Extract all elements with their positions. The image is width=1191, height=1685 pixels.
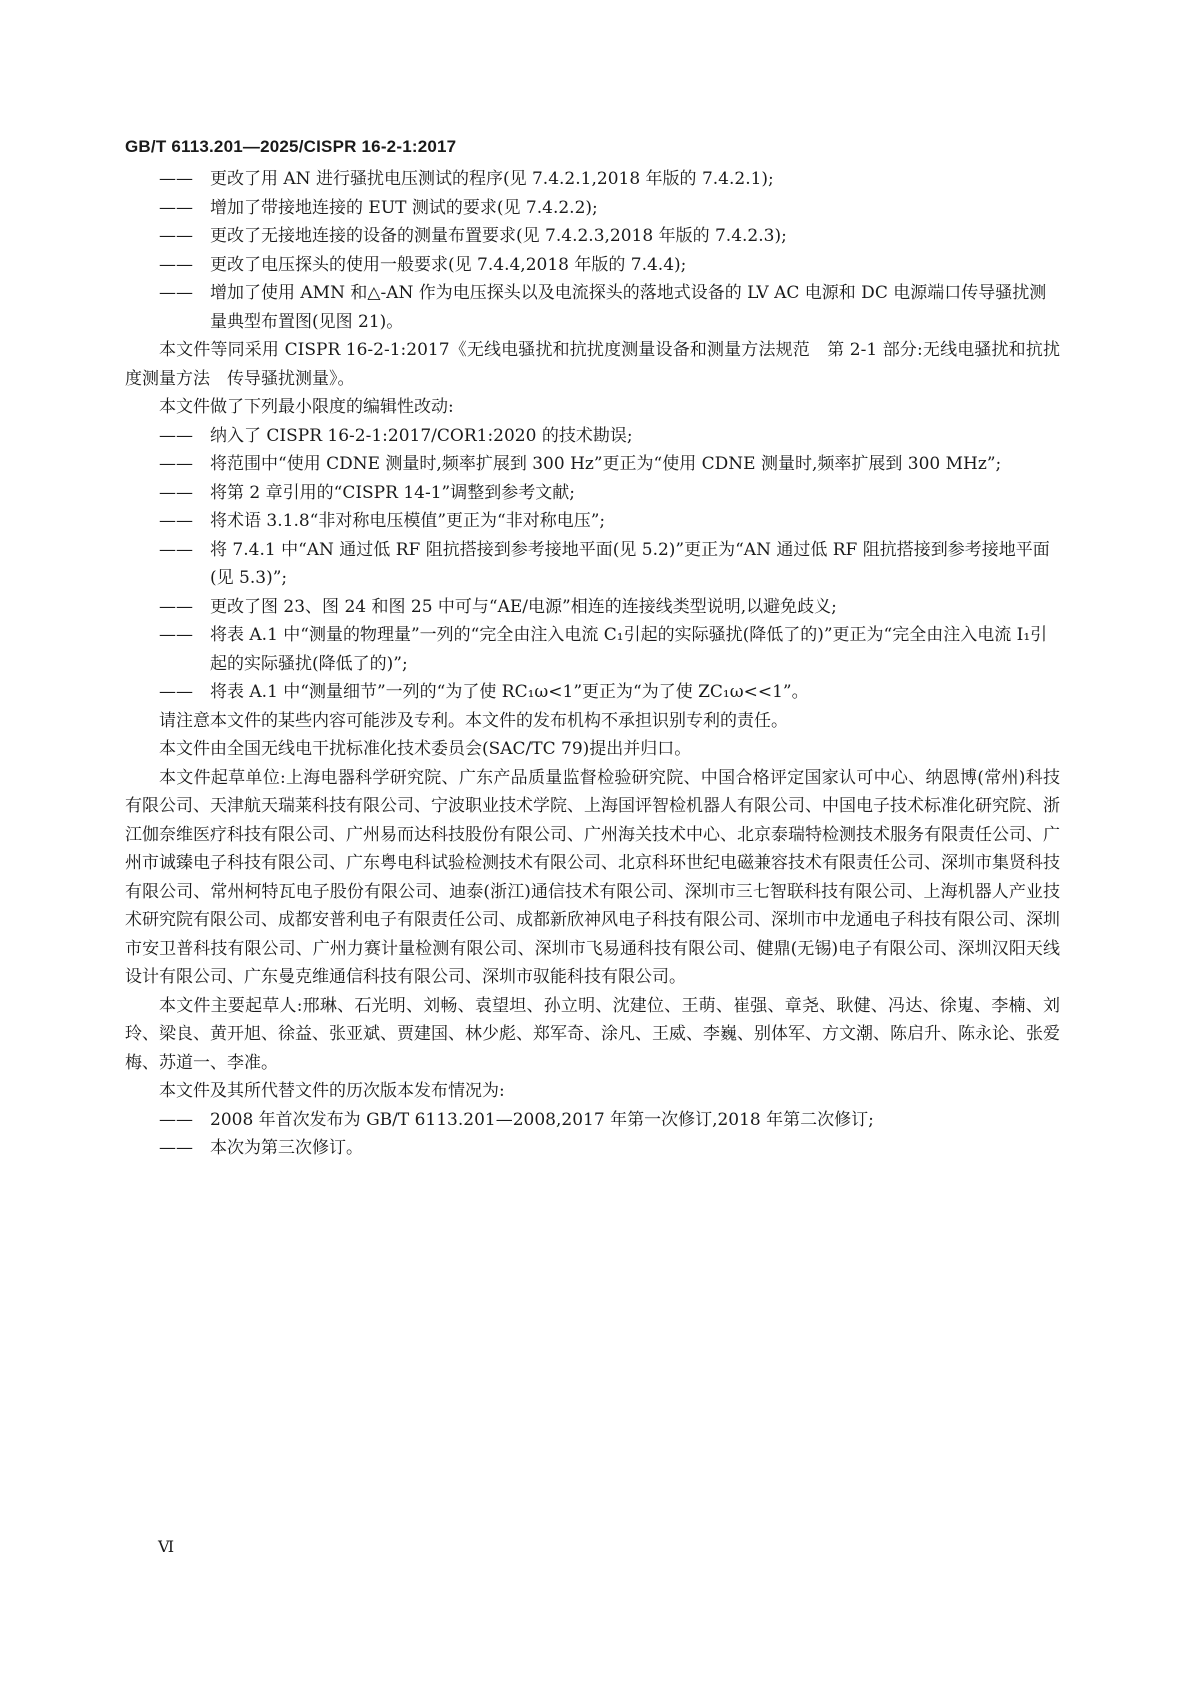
dash-marker: —— bbox=[159, 682, 193, 702]
dash-marker: —— bbox=[159, 197, 193, 218]
dash-marker: —— bbox=[159, 425, 193, 446]
document-header: GB/T 6113.201—2025/CISPR 16-2-1:2017 bbox=[125, 137, 457, 156]
committee-paragraph: 本文件由全国无线电干扰标准化技术委员会(SAC/TC 79)提出并归口。 bbox=[159, 739, 692, 759]
dash-marker: —— bbox=[159, 454, 193, 474]
dash-marker: —— bbox=[159, 625, 193, 645]
dash-marker: —— bbox=[159, 283, 193, 303]
list-item bbox=[125, 479, 1060, 508]
edits-list bbox=[125, 422, 1060, 707]
dash-marker: —— bbox=[159, 596, 193, 617]
list-item-text: 将表 A.1 中“测量细节”一列的“为了使 RC₁ω<1”更正为“为了使 ZC₁ω<<1”。 bbox=[210, 682, 809, 702]
list-item-text: 2008 年首次发布为 GB/T 6113.201—2008,2017 年第一次修订,2018 年第二次修订; bbox=[210, 1109, 874, 1130]
list-item-text: 更改了用 AN 进行骚扰电压测试的程序(见 7.4.2.1,2018 年版的 7.4.2.1); bbox=[210, 169, 774, 189]
list-item bbox=[125, 593, 1060, 622]
history-paragraph: 本文件及其所代替文件的历次版本发布情况为: bbox=[159, 1081, 505, 1101]
list-item bbox=[125, 507, 1060, 536]
dash-marker: —— bbox=[159, 169, 193, 189]
dash-marker: —— bbox=[159, 1138, 193, 1158]
list-item bbox=[125, 222, 1060, 251]
list-item-text: 将术语 3.1.8“非对称电压模值”更正为“非对称电压”; bbox=[210, 511, 606, 531]
dash-marker: —— bbox=[159, 539, 193, 560]
list-item-text: 本次为第三次修订。 bbox=[210, 1138, 363, 1158]
dash-marker: —— bbox=[159, 226, 193, 246]
list-item-text: 纳入了 CISPR 16-2-1:2017/COR1:2020 的技术勘误; bbox=[210, 425, 633, 446]
drafters-paragraph: 本文件主要起草人:邢琳、石光明、刘畅、袁望坦、孙立明、沈建位、王萌、崔强、章尧、耿健、冯达、徐嵬、李楠、刘玲、梁良、黄开旭、徐益、张亚斌、贾建国、林少彪、郑军奇、涂凡、王威、李巍、别体军、方文潮、陈启升、陈永论、张爱梅、苏道一、李准。 bbox=[125, 995, 1060, 1073]
list-item-text: 增加了使用 AMN 和△-AN 作为电压探头以及电流探头的落地式设备的 LV AC 电源和 DC 电源端口传导骚扰测量典型布置图(见图 21)。 bbox=[210, 283, 1047, 332]
list-item bbox=[125, 279, 1060, 336]
list-item bbox=[125, 621, 1060, 678]
list-item bbox=[125, 678, 1060, 707]
change-list bbox=[125, 165, 1060, 336]
list-item bbox=[125, 1134, 1060, 1163]
edits-intro-paragraph: 本文件做了下列最小限度的编辑性改动: bbox=[159, 397, 454, 417]
list-item-text: 更改了电压探头的使用一般要求(见 7.4.4,2018 年版的 7.4.4); bbox=[210, 254, 687, 275]
list-item-text: 将 7.4.1 中“AN 通过低 RF 阻抗搭接到参考接地平面(见 5.2)”更正为“AN 通过低 RF 阻抗搭接到参考接地平面(见 5.3)”; bbox=[210, 539, 1050, 588]
list-item-text: 将表 A.1 中“测量的物理量”一列的“完全由注入电流 C₁引起的实际骚扰(降低了的)”更正为“完全由注入电流 I₁引起的实际骚扰(降低了的)”; bbox=[210, 625, 1048, 674]
drafting-units-paragraph: 本文件起草单位:上海电器科学研究院、广东产品质量监督检验研究院、中国合格评定国家认可中心、纳恩博(常州)科技有限公司、天津航天瑞莱科技有限公司、宁波职业技术学院、上海国评智检机器人有限公司、中国电子技术标准化研究院、浙江伽奈维医疗科技有限公司、广州易而达科技股份有限公司、广州海关技术中心、北京泰瑞特检测技术服务有限责任公司、广州市诚臻电子科技有限公司、广东粤电科试验检测技术有限公司、北京科环世纪电磁兼容技术有限责任公司、深圳市集贤科技有限公司、常州柯特瓦电子股份有限公司、迪泰(浙江)通信技术有限公司、深圳市三七智联科技有限公司、上海机器人产业技术研究院有限公司、成都安普利电子有限责任公司、成都新欣神风电子科技有限公司、深圳市中龙通电子科技有限公司、深圳市安卫普科技有限公司、广州力赛计量检测有限公司、深圳市飞易通科技有限公司、健鼎(无锡)电子有限公司、深圳汉阳天线设计有限公司、广东曼克维通信科技有限公司、深圳市驭能科技有限公司。 bbox=[125, 767, 1060, 987]
patent-paragraph: 请注意本文件的某些内容可能涉及专利。本文件的发布机构不承担识别专利的责任。 bbox=[159, 710, 788, 731]
list-item bbox=[125, 194, 1060, 223]
history-list bbox=[125, 1106, 1060, 1163]
dash-marker: —— bbox=[159, 1109, 193, 1130]
dash-marker: —— bbox=[159, 482, 193, 503]
list-item bbox=[125, 251, 1060, 280]
page-number: Ⅵ bbox=[158, 1537, 175, 1556]
list-item bbox=[125, 422, 1060, 451]
document-body bbox=[125, 165, 1060, 1163]
list-item-text: 更改了图 23、图 24 和图 25 中可与“AE/电源”相连的连接线类型说明,以避免歧义; bbox=[210, 596, 837, 617]
list-item-text: 增加了带接地连接的 EUT 测试的要求(见 7.4.2.2); bbox=[210, 197, 598, 218]
dash-marker: —— bbox=[159, 511, 193, 531]
list-item bbox=[125, 450, 1060, 479]
list-item-text: 将范围中“使用 CDNE 测量时,频率扩展到 300 Hz”更正为“使用 CDNE 测量时,频率扩展到 300 MHz”; bbox=[210, 454, 1002, 474]
list-item-text: 更改了无接地连接的设备的测量布置要求(见 7.4.2.3,2018 年版的 7.4.2.3); bbox=[210, 226, 787, 246]
list-item-text: 将第 2 章引用的“CISPR 14-1”调整到参考文献; bbox=[210, 482, 575, 503]
adoption-paragraph: 本文件等同采用 CISPR 16-2-1:2017《无线电骚扰和抗扰度测量设备和测量方法规范 第 2-1 部分:无线电骚扰和抗扰度测量方法 传导骚扰测量》。 bbox=[125, 340, 1060, 389]
list-item bbox=[125, 1106, 1060, 1135]
list-item bbox=[125, 165, 1060, 194]
list-item bbox=[125, 536, 1060, 593]
dash-marker: —— bbox=[159, 254, 193, 275]
